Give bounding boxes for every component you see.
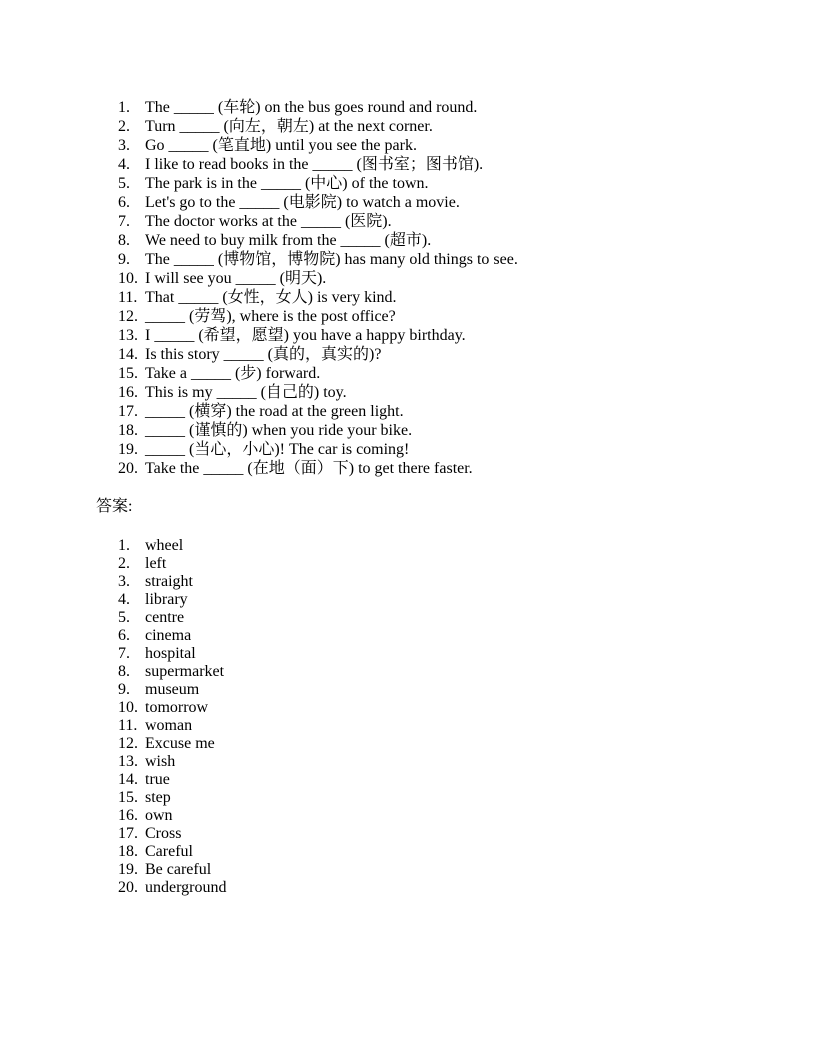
answer-item (118, 627, 746, 645)
question-number: 11. (118, 289, 138, 306)
question-text: _____ (谨慎的) when you ride your bike. (145, 422, 413, 439)
answer-text: library (145, 591, 188, 608)
answer-number: 9. (118, 681, 130, 698)
question-text: _____ (横穿) the road at the green light. (145, 403, 404, 420)
answer-item (118, 735, 746, 753)
question-item (118, 421, 746, 440)
answer-list (118, 537, 746, 897)
question-text: The _____ (车轮) on the bus goes round and round. (145, 99, 478, 116)
answer-number: 10. (118, 699, 138, 716)
answer-text: centre (145, 609, 185, 626)
answer-number: 6. (118, 627, 130, 644)
question-number: 14. (118, 346, 138, 363)
question-text: I like to read books in the _____ (图书室；图书馆). (145, 156, 484, 173)
question-text: The doctor works at the _____ (医院). (145, 213, 392, 230)
question-item (118, 402, 746, 421)
answer-text: left (145, 555, 167, 572)
answer-text: step (145, 789, 171, 806)
question-number: 6. (118, 194, 130, 211)
answer-text: tomorrow (145, 699, 209, 716)
question-item (118, 440, 746, 459)
question-item (118, 193, 746, 212)
question-number: 19. (118, 441, 138, 458)
answer-text: museum (145, 681, 200, 698)
question-number: 9. (118, 251, 130, 268)
question-text: I will see you _____ (明天). (145, 270, 327, 287)
answer-text: cinema (145, 627, 192, 644)
answer-text: Excuse me (145, 735, 215, 752)
answer-item (118, 681, 746, 699)
question-item (118, 231, 746, 250)
answer-item (118, 825, 746, 843)
answer-text: Careful (145, 843, 193, 860)
answer-item (118, 753, 746, 771)
question-text: Turn _____ (向左，朝左) at the next corner. (145, 118, 433, 135)
answer-text: Be careful (145, 861, 212, 878)
question-number: 10. (118, 270, 138, 287)
question-item (118, 288, 746, 307)
answer-number: 2. (118, 555, 130, 572)
answer-number: 11. (118, 717, 138, 734)
question-text: Let's go to the _____ (电影院) to watch a movie. (145, 194, 460, 211)
question-text: _____ (劳驾), where is the post office? (145, 308, 396, 325)
question-item (118, 117, 746, 136)
question-item (118, 383, 746, 402)
answer-item (118, 573, 746, 591)
question-number: 5. (118, 175, 130, 192)
answer-number: 13. (118, 753, 138, 770)
question-number: 15. (118, 365, 138, 382)
question-number: 13. (118, 327, 138, 344)
answer-item (118, 663, 746, 681)
question-text: I _____ (希望，愿望) you have a happy birthday. (145, 327, 466, 344)
answer-item (118, 591, 746, 609)
answer-text: hospital (145, 645, 196, 662)
question-text: The park is in the _____ (中心) of the town. (145, 175, 429, 192)
answer-item (118, 609, 746, 627)
answer-number: 16. (118, 807, 138, 824)
question-item (118, 136, 746, 155)
question-item (118, 98, 746, 117)
answer-text: wish (145, 753, 176, 770)
answer-item (118, 807, 746, 825)
question-text: Go _____ (笔直地) until you see the park. (145, 137, 417, 154)
question-number: 8. (118, 232, 130, 249)
answer-text: underground (145, 879, 227, 896)
question-number: 2. (118, 118, 130, 135)
answer-text: own (145, 807, 173, 824)
question-item (118, 326, 746, 345)
answer-number: 18. (118, 843, 138, 860)
question-text: This is my _____ (自己的) toy. (145, 384, 347, 401)
question-number: 4. (118, 156, 130, 173)
answer-item (118, 537, 746, 555)
answer-number: 20. (118, 879, 138, 896)
answer-item (118, 771, 746, 789)
answer-number: 5. (118, 609, 130, 626)
answer-number: 7. (118, 645, 130, 662)
question-number: 17. (118, 403, 138, 420)
answer-number: 17. (118, 825, 138, 842)
answer-text: wheel (145, 537, 184, 554)
answer-number: 3. (118, 573, 130, 590)
question-text: _____ (当心，小心)! The car is coming! (145, 441, 410, 458)
answer-number: 14. (118, 771, 138, 788)
question-text: We need to buy milk from the _____ (超市). (145, 232, 432, 249)
question-item (118, 212, 746, 231)
answer-number: 19. (118, 861, 138, 878)
question-number: 7. (118, 213, 130, 230)
question-item (118, 345, 746, 364)
answer-item (118, 699, 746, 717)
question-item (118, 155, 746, 174)
question-item (118, 307, 746, 326)
answer-item (118, 717, 746, 735)
question-number: 18. (118, 422, 138, 439)
question-item (118, 174, 746, 193)
question-text: Take the _____ (在地（面）下) to get there faster. (145, 460, 473, 477)
question-number: 20. (118, 460, 138, 477)
answer-text: straight (145, 573, 193, 590)
question-text: Take a _____ (步) forward. (145, 365, 321, 382)
question-item (118, 364, 746, 383)
answer-item (118, 555, 746, 573)
answer-item (118, 879, 746, 897)
question-number: 3. (118, 137, 130, 154)
answer-item (118, 861, 746, 879)
answer-number: 8. (118, 663, 130, 680)
answer-item (118, 789, 746, 807)
answer-item (118, 645, 746, 663)
question-text: The _____ (博物馆，博物院) has many old things to see. (145, 251, 518, 268)
question-item (118, 459, 746, 478)
answer-number: 1. (118, 537, 130, 554)
answer-text: Cross (145, 825, 182, 842)
answers-heading: 答案: (96, 498, 133, 515)
question-number: 16. (118, 384, 138, 401)
answer-number: 12. (118, 735, 138, 752)
question-text: That _____ (女性，女人) is very kind. (145, 289, 397, 306)
question-number: 1. (118, 99, 130, 116)
question-number: 12. (118, 308, 138, 325)
answer-number: 15. (118, 789, 138, 806)
question-text: Is this story _____ (真的，真实的)? (145, 346, 382, 363)
answer-item (118, 843, 746, 861)
question-item (118, 250, 746, 269)
answer-text: woman (145, 717, 193, 734)
question-list (118, 98, 746, 478)
answer-text: true (145, 771, 170, 788)
answer-text: supermarket (145, 663, 225, 680)
question-item (118, 269, 746, 288)
answer-number: 4. (118, 591, 130, 608)
